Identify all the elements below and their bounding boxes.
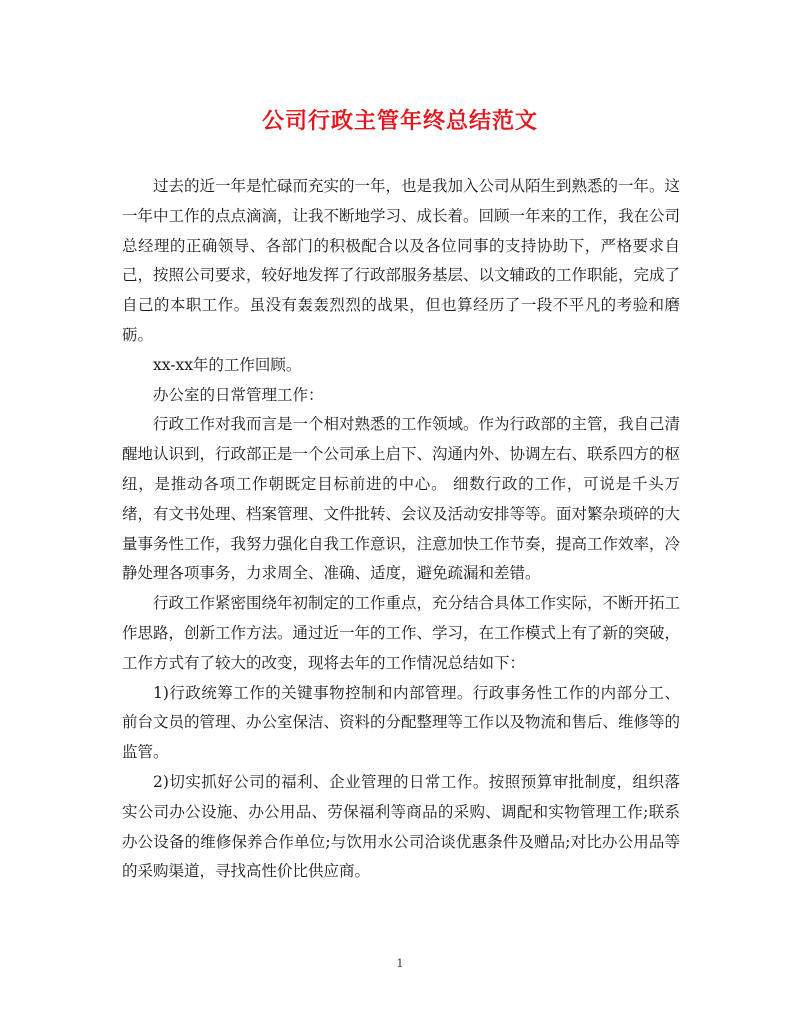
paragraph-review-heading: xx-xx年的工作回顾。 bbox=[153, 355, 302, 374]
paragraph-item-1: 1)行政统筹工作的关键事物控制和内部管理。行政事务性工作的内部分工、前台文员的管理、办公室保洁、资料的分配整理等工作以及物流和售后、维修等的监管。 bbox=[122, 683, 681, 762]
paragraph-intro: 过去的近一年是忙碌而充实的一年，也是我加入公司从陌生到熟悉的一年。这一年中工作的点点滴滴，让我不断地学习、成长着。回顾一年来的工作，我在公司总经理的正确领导、各部门的积极配合以及各位同事的支持协助下，严格要求自己，按照公司要求，较好地发挥了行政部服务基层、以文辅政的工作职能，完成了自己的本职工作。虽没有轰轰烈烈的战果，但也算经历了一段不平凡的考验和磨砺。 bbox=[122, 177, 681, 344]
paragraph-item-2: 2)切实抓好公司的福利、企业管理的日常工作。按照预算审批制度，组织落实公司办公设施、办公用品、劳保福利等商品的采购、调配和实物管理工作;联系办公设备的维修保养合作单位;与饮用水公司洽谈优惠条件及赠品;对比办公用品等的采购渠道，寻找高性价比供应商。 bbox=[122, 772, 680, 881]
page-number: 1 bbox=[396, 957, 404, 970]
paragraph-work-focus: 行政工作紧密围绕年初制定的工作重点，充分结合具体工作实际，不断开拓工作思路，创新工作方法。通过近一年的工作、学习，在工作模式上有了新的突破，工作方式有了较大的改变，现将去年的工作情况总结如下： bbox=[122, 594, 681, 672]
paragraph-admin-work: 行政工作对我而言是一个相对熟悉的工作领域。作为行政部的主管，我自己清醒地认识到，行政部正是一个公司承上启下、沟通内外、协调左右、联系四方的枢纽，是推动各项工作朝既定目标前进的中心。 细数行政的工作，可说是千头万绪，有文书处理、档案管理、文件批转、会议及活动安排等等。面对繁杂琐碎的大量事务性工作，我努力强化自我工作意识，注意加快工作节奏，提高工作效率，冷静处理各项事务，力求周全、准确、适度，避免疏漏和差错。 bbox=[122, 415, 681, 583]
document-body bbox=[122, 172, 680, 887]
paragraph-office-heading: 办公室的日常管理工作： bbox=[153, 385, 324, 404]
document-title: 公司行政主管年终总结范文 bbox=[261, 108, 538, 134]
